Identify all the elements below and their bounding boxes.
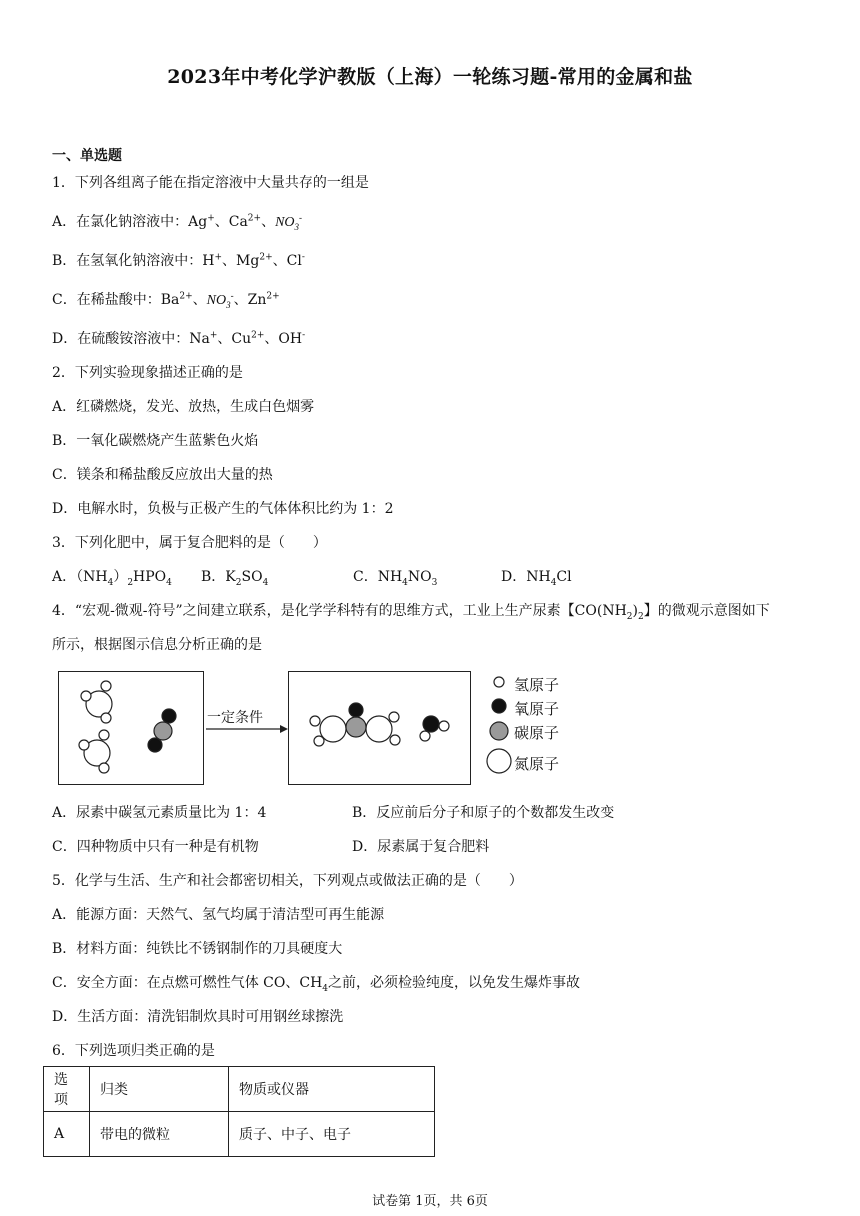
q2-stem: 2．下列实验现象描述正确的是 [52,365,243,381]
page-title: 2023年中考化学沪教版（上海）一轮练习题-常用的金属和盐 [167,66,693,88]
q1-option-d: D．在硫酸铵溶液中：Na+、$Cu^{2+}$、OH- [52,330,306,347]
q1-option-b: B．在氢氧化钠溶液中：H+、$Mg^{2+}$、Cl- [52,252,305,269]
q5-stem: 5．化学与生活、生产和社会都密切相关，下列观点或做法正确的是（ ） [52,873,523,889]
q3-option-c: C．$NH_4NO_3$ [353,569,438,588]
q3-option-b: B．$K_2SO_4$ [201,569,269,588]
q2-option-b: B．一氧化碳燃烧产生蓝紫色火焰 [52,433,259,449]
q2-option-c: C．镁条和稀盐酸反应放出大量的热 [52,467,273,483]
q1-stem: 1．下列各组离子能在指定溶液中大量共存的一组是 [52,175,369,191]
nitrogen-atom [366,716,392,742]
oxygen-atom [162,709,176,723]
hydrogen-atom [439,721,449,731]
q4-option-b: B．反应前后分子和原子的个数都发生改变 [352,805,615,821]
header-substance: 物质或仪器 [229,1067,435,1112]
table-row [44,1112,435,1157]
q1-option-a: A．在氯化钠溶液中：Ag+、$Ca^{2+}$、$NO_3^-$ [52,212,303,232]
section-heading: 一、单选题 [52,148,122,164]
hydrogen-atom [390,735,400,745]
hydrogen-atom [99,763,109,773]
oxygen-atom [423,716,439,732]
q3-option-a: A．$(NH_4)_2HPO_4$ [52,569,172,588]
hydrogen-atom [99,730,109,740]
q2-option-a: A．红磷燃烧，发光、放热，生成白色烟雾 [52,399,315,415]
q5-option-a: A．能源方面：天然气、氢气均属于清洁型可再生能源 [52,907,385,923]
hydrogen-atom [420,731,430,741]
oxygen-legend-icon [492,699,506,713]
q4-stem-line2: 所示，根据图示信息分析正确的是 [52,637,262,653]
legend-carbon: 碳原子 [514,724,560,742]
q4-option-d: D．尿素属于复合肥料 [352,839,490,855]
legend-hydrogen: 氢原子 [514,676,560,694]
carbon-atom [154,722,172,740]
hydrogen-atom [389,712,399,722]
q2-option-d: D．电解水时，负极与正极产生的气体体积比约为 1：2 [52,501,394,517]
reactants-box [58,671,204,785]
legend-oxygen: 氧原子 [514,700,560,718]
q6-stem: 6．下列选项归类正确的是 [52,1043,215,1059]
hydrogen-atom [79,740,89,750]
q5-option-c: C．安全方面：在点燃可燃性气体 CO、$CH_4$之前，必须检验纯度，以免发生爆炸事故 [52,975,581,994]
atom-legend-symbols [484,670,514,782]
nitrogen-atom [320,716,346,742]
q4-option-a: A．尿素中碳氢元素质量比为 1：4 [52,805,267,821]
q4-stem-line1: 4．“宏观-微观-符号”之间建立联系，是化学学科特有的思维方式，工业上生产尿素【$CO(NH_2)_2$】的微观示意图如下 [52,603,770,622]
hydrogen-atom [101,713,111,723]
q3-stem: 3．下列化肥中，属于复合肥料的是（ ） [52,535,327,551]
q1-option-c: C．在稀盐酸中：$Ba^{2+}$、$NO_3^-$、$Zn^{2+}$ [52,290,280,310]
q3-option-d: D．$NH_4Cl$ [501,569,572,588]
hydrogen-atom [101,681,111,691]
carbon-legend-icon [490,722,508,740]
q4-option-c: C．四种物质中只有一种是有机物 [52,839,259,855]
legend-nitrogen: 氮原子 [514,755,560,773]
product-molecules [289,672,470,784]
oxygen-atom [148,738,162,752]
header-category: 归类 [90,1067,229,1112]
hydrogen-atom [81,691,91,701]
oxygen-atom [349,703,363,717]
hydrogen-atom [314,736,324,746]
arrow-condition-label: 一定条件 [207,710,263,726]
reactant-molecules [59,672,203,784]
q6-table [43,1066,435,1157]
cell-category: 带电的微粒 [90,1112,229,1157]
products-box [288,671,471,785]
table-header-row [44,1067,435,1112]
hydrogen-atom [310,716,320,726]
hydrogen-legend-icon [494,677,504,687]
nitrogen-legend-icon [487,749,511,773]
cell-substance: 质子、中子、电子 [229,1112,435,1157]
carbon-atom [346,717,366,737]
cell-option: A [44,1112,90,1157]
q5-option-b: B．材料方面：纯铁比不锈钢制作的刀具硬度大 [52,941,343,957]
q5-option-d: D．生活方面：清洗铝制炊具时可用钢丝球擦洗 [52,1009,344,1025]
page-footer: 试卷第 1页，共 6页 [372,1194,488,1209]
header-option: 选项 [44,1067,90,1112]
